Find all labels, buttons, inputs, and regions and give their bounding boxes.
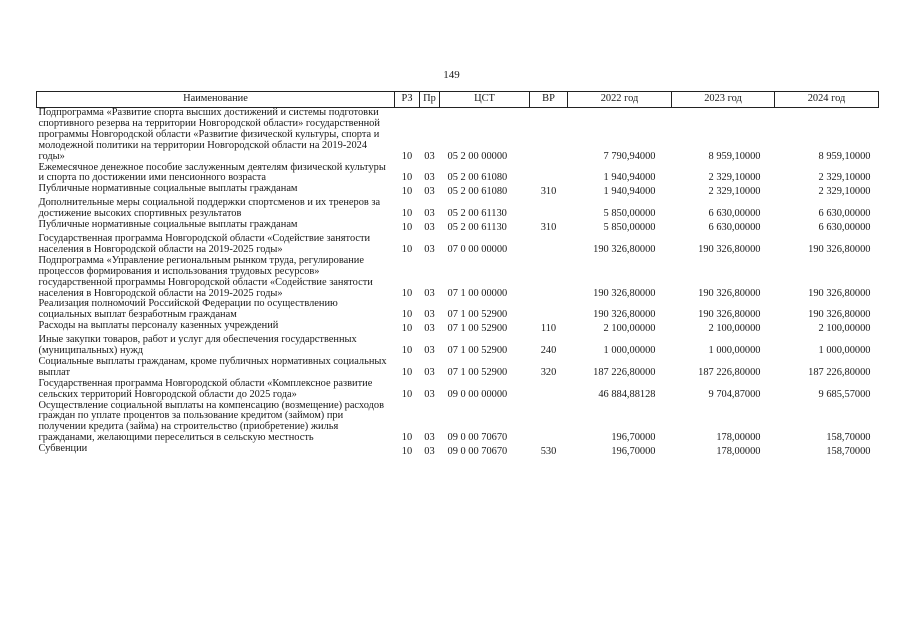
row-name: Осуществление социальной выплаты на компенсацию (возмещение) расходов граждан по уплате процентов за пользование кредитом (займом) при получении кредита (займа) на строительство (приобретение) жилья гражданами, желающими переселиться в сельскую местность [38,399,384,444]
row-vr [530,198,568,220]
row-pr: 03 [424,309,435,321]
row-amount-2022: 187 226,80000 [593,366,656,378]
row-amount-2024: 2 329,10000 [818,186,871,198]
row-amount-2022: 5 850,00000 [603,208,656,220]
row-rz: 10 [401,446,413,458]
header-cst: ЦСТ [440,92,530,108]
row-amount-2024: 190 326,80000 [808,309,871,321]
row-pr: 03 [424,243,435,255]
row-amount-2022: 190 326,80000 [593,243,656,255]
row-amount-2023: 187 226,80000 [698,366,761,378]
row-rz: 10 [401,323,413,335]
row-pr: 03 [424,222,435,234]
header-rz: РЗ [395,92,420,108]
row-cst: 07 1 00 52900 [447,366,508,378]
row-amount-2024: 158,70000 [826,446,871,458]
row-amount-2022: 1 940,94000 [603,172,656,184]
row-cst: 05 2 00 00000 [447,150,508,162]
table-row [37,184,879,198]
row-name: Субвенции [38,443,88,455]
page-number: 149 [443,69,460,81]
row-amount-2024: 1 000,00000 [818,345,871,357]
row-cst: 09 0 00 00000 [447,388,508,400]
table-row [37,220,879,234]
row-amount-2022: 1 000,00000 [603,345,656,357]
row-cst: 05 2 00 61130 [447,208,507,220]
table-row [37,444,879,458]
row-rz: 10 [401,287,413,299]
row-rz: 10 [401,150,413,162]
row-vr [530,256,568,300]
row-vr [530,108,568,163]
row-amount-2023: 178,00000 [716,432,761,444]
table-row [37,234,879,256]
row-amount-2024: 6 630,00000 [818,222,871,234]
header-2022: 2022 год [568,92,672,108]
row-vr: 110 [540,323,557,335]
row-cst: 09 0 00 70670 [447,432,508,444]
table-row [37,198,879,220]
row-pr: 03 [424,345,435,357]
table-header [37,92,879,108]
row-name: Государственная программа Новгородской области «Содействие занятости населения в Новгородской области на 2019-2025 годы» [38,232,371,255]
row-rz: 10 [401,222,413,234]
row-name: Ежемесячное денежное пособие заслуженным деятелям физической культуры и спорта по достижении ими пенсионного возраста [38,161,386,184]
row-amount-2023: 190 326,80000 [698,309,761,321]
row-vr [530,379,568,401]
table-row [37,321,879,335]
row-cst: 07 0 00 00000 [447,243,508,255]
row-pr: 03 [424,186,435,198]
row-vr: 240 [540,345,557,357]
row-amount-2024: 2 100,00000 [818,323,871,335]
row-amount-2022: 7 790,94000 [603,150,656,162]
row-amount-2023: 9 704,87000 [708,388,761,400]
row-rz: 10 [401,186,413,198]
header-vr: ВР [530,92,568,108]
row-pr: 03 [424,388,435,400]
row-name: Иные закупки товаров, работ и услуг для обеспечения государственных (муниципальных) нужд [38,334,357,357]
row-amount-2023: 2 329,10000 [708,186,761,198]
row-pr: 03 [424,366,435,378]
row-rz: 10 [401,309,413,321]
table-row [37,335,879,357]
row-amount-2024: 187 226,80000 [808,366,871,378]
header-name: Наименование [37,92,395,108]
row-rz: 10 [401,366,413,378]
row-amount-2023: 2 100,00000 [708,323,761,335]
row-amount-2022: 46 884,88128 [598,388,656,400]
row-name: Подпрограмма «Управление региональным рынком труда, регулирование процессов формирования и использования трудовых ресурсов» государственной программы Новгородской области «Содействие занятости населения в Новгородской области на 2019-2025 годы» [38,254,373,299]
row-amount-2024: 2 329,10000 [818,172,871,184]
row-vr [530,299,568,321]
row-name: Расходы на выплаты персоналу казенных учреждений [38,320,279,332]
row-cst: 05 2 00 61080 [447,186,508,198]
row-amount-2023: 6 630,00000 [708,208,761,220]
row-rz: 10 [401,388,413,400]
row-pr: 03 [424,287,435,299]
row-name: Государственная программа Новгородской области «Комплексное развитие сельских территорий Новгородской области до 2025 года» [38,377,373,400]
row-cst: 09 0 00 70670 [447,446,508,458]
row-amount-2024: 8 959,10000 [818,150,871,162]
row-pr: 03 [424,323,435,335]
row-rz: 10 [401,208,413,220]
row-amount-2023: 6 630,00000 [708,222,761,234]
row-amount-2023: 1 000,00000 [708,345,761,357]
row-pr: 03 [424,172,435,184]
row-amount-2022: 196,70000 [611,432,656,444]
row-rz: 10 [401,432,413,444]
row-name: Реализация полномочий Российской Федерации по осуществлению социальных выплат безработным гражданам [38,298,338,321]
row-vr: 310 [540,186,557,198]
row-name: Публичные нормативные социальные выплаты гражданам [38,183,298,195]
row-cst: 05 2 00 61130 [447,222,507,234]
row-amount-2023: 2 329,10000 [708,172,761,184]
row-vr: 310 [540,222,557,234]
header-pr: Пр [420,92,440,108]
row-amount-2022: 190 326,80000 [593,309,656,321]
row-amount-2022: 2 100,00000 [603,323,656,335]
row-cst: 07 1 00 52900 [447,323,508,335]
row-name: Социальные выплаты гражданам, кроме публичных нормативных социальных выплат [38,355,387,378]
table-row [37,163,879,185]
row-amount-2024: 190 326,80000 [808,287,871,299]
row-vr [530,234,568,256]
row-rz: 10 [401,345,413,357]
row-pr: 03 [424,446,435,458]
row-amount-2022: 190 326,80000 [593,287,656,299]
row-amount-2024: 6 630,00000 [818,208,871,220]
table-row [37,379,879,401]
header-2024: 2024 год [775,92,879,108]
table-row [37,401,879,445]
row-rz: 10 [401,172,413,184]
row-amount-2024: 9 685,57000 [818,388,871,400]
table-row [37,299,879,321]
row-cst: 07 1 00 00000 [447,287,508,299]
row-amount-2022: 196,70000 [611,446,656,458]
row-rz: 10 [401,243,413,255]
row-amount-2022: 1 940,94000 [603,186,656,198]
row-amount-2023: 8 959,10000 [708,150,761,162]
row-pr: 03 [424,432,435,444]
row-vr: 320 [540,366,557,378]
row-amount-2023: 190 326,80000 [698,243,761,255]
row-name: Публичные нормативные социальные выплаты гражданам [38,219,298,231]
row-amount-2024: 190 326,80000 [808,243,871,255]
header-2023: 2023 год [672,92,775,108]
row-amount-2022: 5 850,00000 [603,222,656,234]
table-row [37,108,879,163]
row-pr: 03 [424,150,435,162]
row-name: Подпрограмма «Развитие спорта высших достижений и системы подготовки спортивного резерва на территории Новгородской области» государственной программы Новгородской области «Развитие физической культуры, спорта и молодежной политики на территории Новгородской области на 2019-2024 годы» [38,107,380,162]
row-cst: 07 1 00 52900 [447,309,508,321]
row-name: Дополнительные меры социальной поддержки спортсменов и их тренеров за достижение высоких спортивных результатов [38,197,381,220]
row-amount-2024: 158,70000 [826,432,871,444]
row-amount-2023: 178,00000 [716,446,761,458]
row-vr [530,163,568,185]
row-vr [530,401,568,445]
row-cst: 05 2 00 61080 [447,172,508,184]
row-cst: 07 1 00 52900 [447,345,508,357]
row-pr: 03 [424,208,435,220]
row-vr: 530 [540,446,557,458]
table-row [37,357,879,379]
budget-table [36,91,879,458]
row-amount-2023: 190 326,80000 [698,287,761,299]
table-row [37,256,879,300]
